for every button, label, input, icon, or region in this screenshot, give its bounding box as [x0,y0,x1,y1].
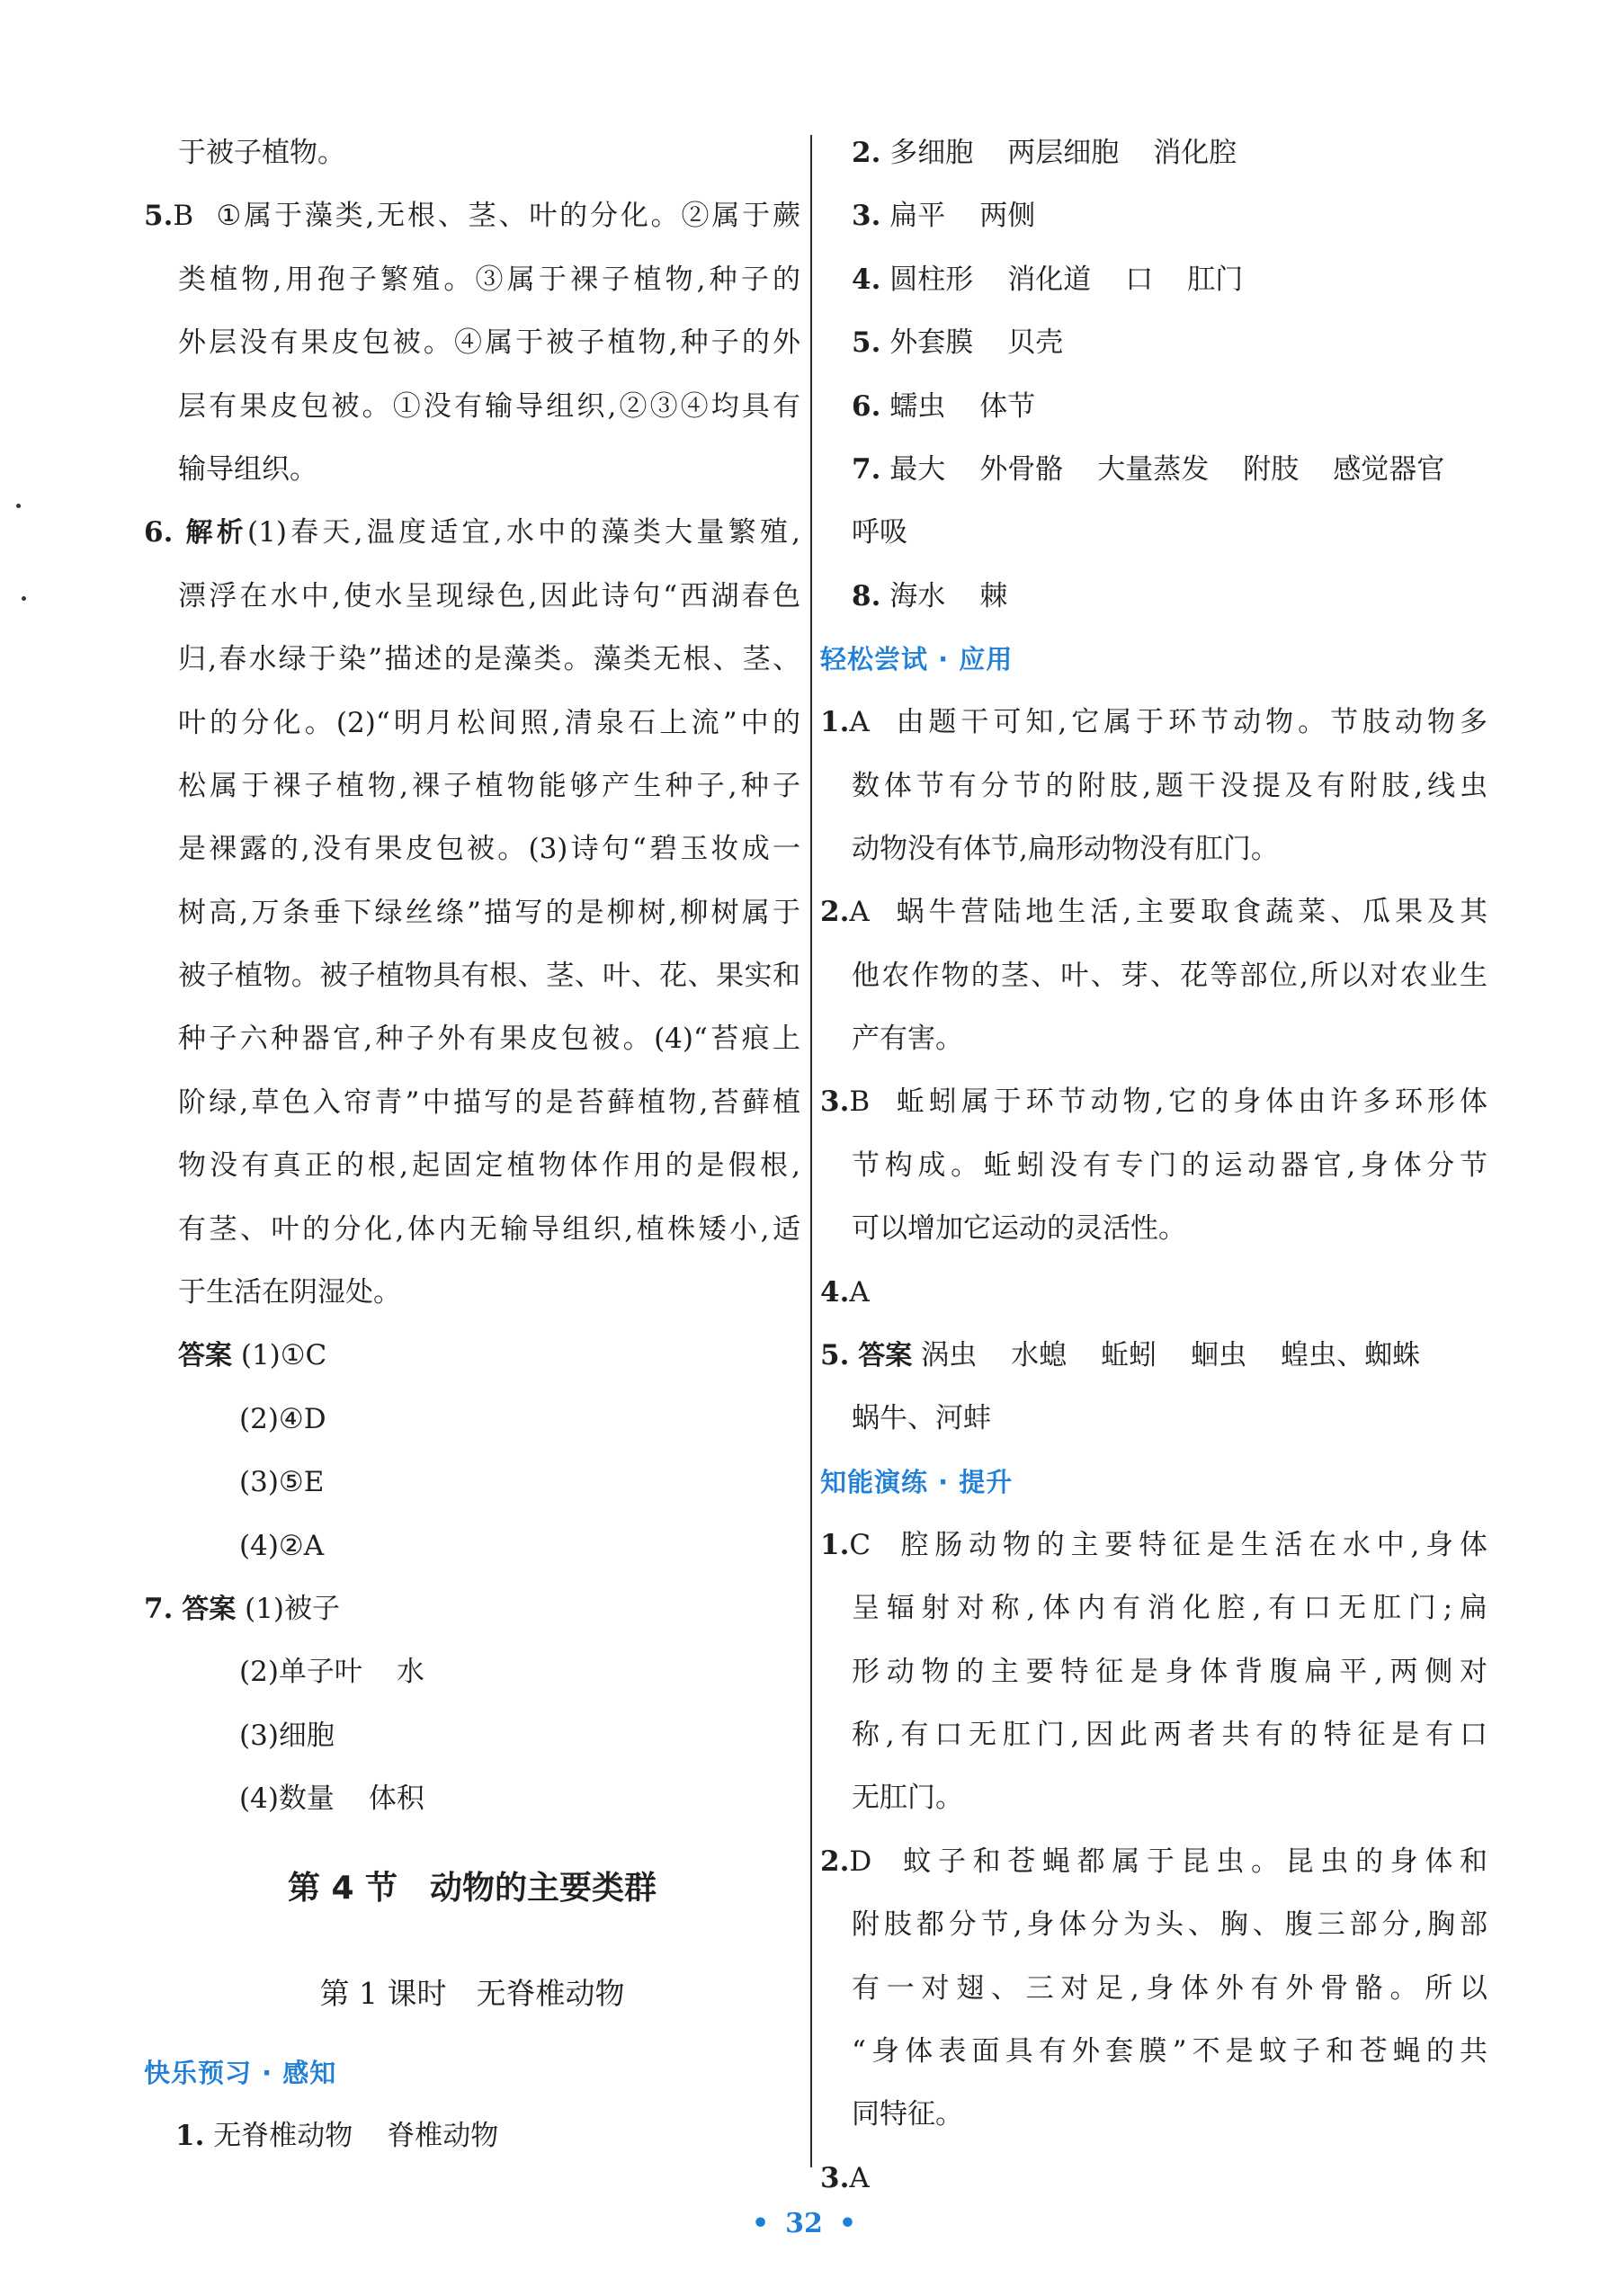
practice-3: 3.A [820,2161,870,2194]
text-line: 叶的分化。(2)“明月松间照,清泉石上流”中的 [178,706,800,739]
text-line: 有一对翅、三对足,身体外有外骨骼。所以 [852,1971,1487,2005]
preview-item-3: 3. 扁平 两侧 [852,200,1036,233]
practice-1: 1.C 腔肠动物的主要特征是生活在水中,身体 [820,1528,1487,1561]
section-header-preview: 快乐预习 · 感知 [144,2057,337,2088]
scan-mark [16,504,21,508]
exercise-5: 5. 答案 涡虫 水螅 蚯蚓 蛔虫 蝗虫、蜘蛛 [820,1339,1421,1372]
scan-mark [22,596,26,601]
bullet-icon: • [751,2208,770,2239]
text-line: 松属于裸子植物,裸子植物能够产生种子,种子 [178,769,800,802]
text-line: 动物没有体节,扁形动物没有肛门。 [852,832,1279,865]
column-divider [810,135,812,2167]
page-number-value: 32 [785,2208,823,2239]
answer-line: (2)单子叶 水 [239,1656,424,1689]
text-line: 于被子植物。 [178,137,345,169]
text-line: 是裸露的,没有果皮包被。(3)诗句“碧玉妆成一 [178,833,800,866]
bullet-icon: • [838,2208,857,2239]
text-line: 称,有口无肛门,因此两者共有的特征是有口 [852,1718,1487,1751]
question-6: 6. 解析(1)春天,温度适宜,水中的藻类大量繁殖, [144,516,800,549]
text-line: “身体表面具有外套膜”不是蚊子和苍蝇的共 [852,2034,1487,2068]
answer-line: 呼吸 [852,516,907,549]
lesson-title: 第 1 课时 无脊椎动物 [319,1975,625,2011]
left-column [144,121,800,2167]
preview-item-6: 6. 蠕虫 体节 [852,389,1036,423]
answer-line: (4)②A [239,1529,325,1562]
preview-item-5: 5. 外套膜 贝壳 [852,326,1064,360]
text-line: 归,春水绿于染”描述的是藻类。藻类无根、茎、 [178,643,800,676]
text-line: 有茎、叶的分化,体内无输导组织,植株矮小,适 [178,1212,800,1246]
text-line: 数体节有分节的附肢,题干没提及有附肢,线虫 [852,769,1487,802]
section-title: 第 4 节 动物的主要类群 [287,1869,657,1907]
text-line: 漂浮在水中,使水呈现绿色,因此诗句“西湖春色 [178,579,800,612]
right-column [820,121,1487,2210]
text-line: 阶绿,草色入帘青”中描写的是苔藓植物,苔藓植 [178,1085,800,1119]
text-line: 形动物的主要特征是身体背腹扁平,两侧对 [852,1655,1487,1688]
exercise-2: 2.A 蜗牛营陆地生活,主要取食蔬菜、瓜果及其 [820,896,1487,929]
preview-item-1: 1. 无脊椎动物 脊椎动物 [175,2119,499,2152]
text-line: 种子六种器官,种子外有果皮包被。(4)“苔痕上 [178,1023,800,1056]
answer-line: (3)⑤E [239,1466,325,1499]
question-5: 5.B ①属于藻类,无根、茎、叶的分化。②属于蕨 [144,200,800,233]
text-line: 层有果皮包被。①没有输导组织,②③④均具有 [178,389,800,423]
answer-6: 答案 (1)①C [178,1339,327,1372]
section-header-try: 轻松尝试 · 应用 [820,644,1014,675]
text-line: 他农作物的茎、叶、芽、花等部位,所以对农业生 [852,959,1487,992]
question-7: 7. 答案 (1)被子 [144,1592,341,1625]
text-line: 可以增加它运动的灵活性。 [852,1212,1186,1246]
text-line: 类植物,用孢子繁殖。③属于裸子植物,种子的 [178,263,800,296]
text-line: 输导组织。 [178,452,317,486]
preview-item-2: 2. 多细胞 两层细胞 消化腔 [852,137,1237,169]
text-line: 外层没有果皮包被。④属于被子植物,种子的外 [178,326,800,360]
preview-item-8: 8. 海水 棘 [852,579,1008,612]
answer-line: (3)细胞 [239,1719,335,1752]
text-line: 附肢都分节,身体分为头、胸、腹三部分,胸部 [852,1908,1487,1942]
preview-item-4: 4. 圆柱形 消化道 口 肛门 [852,263,1244,296]
section-header-practice: 知能演练 · 提升 [820,1466,1014,1497]
text-line: 产有害。 [852,1023,963,1056]
answer-line: (2)④D [239,1402,326,1435]
text-line: 树高,万条垂下绿丝绦”描写的是柳树,柳树属于 [178,896,800,929]
exercise-1: 1.A 由题干可知,它属于环节动物。节肢动物多 [820,706,1487,739]
text-line: 同特征。 [852,2098,963,2131]
text-line: 于生活在阴湿处。 [178,1276,401,1309]
text-line: 被子植物。被子植物具有根、茎、叶、花、果实和 [178,960,800,993]
practice-2: 2.D 蚊子和苍蝇都属于昆虫。昆虫的身体和 [820,1845,1487,1878]
page-number [0,2208,1608,2239]
answer-line: 蜗牛、河蚌 [852,1402,991,1435]
text-line: 呈辐射对称,体内有消化腔,有口无肛门;扁 [852,1592,1487,1625]
answer-line: (4)数量 体积 [239,1782,424,1816]
exercise-3: 3.B 蚯蚓属于环节动物,它的身体由许多环形体 [820,1085,1487,1119]
text-line: 物没有真正的根,起固定植物体作用的是假根, [178,1149,800,1183]
text-line: 节构成。蚯蚓没有专门的运动器官,身体分节 [852,1148,1487,1182]
text-line: 无肛门。 [852,1782,963,1815]
preview-item-7: 7. 最大 外骨骼 大量蒸发 附肢 感觉器官 [852,452,1445,486]
exercise-4: 4.A [820,1275,870,1309]
